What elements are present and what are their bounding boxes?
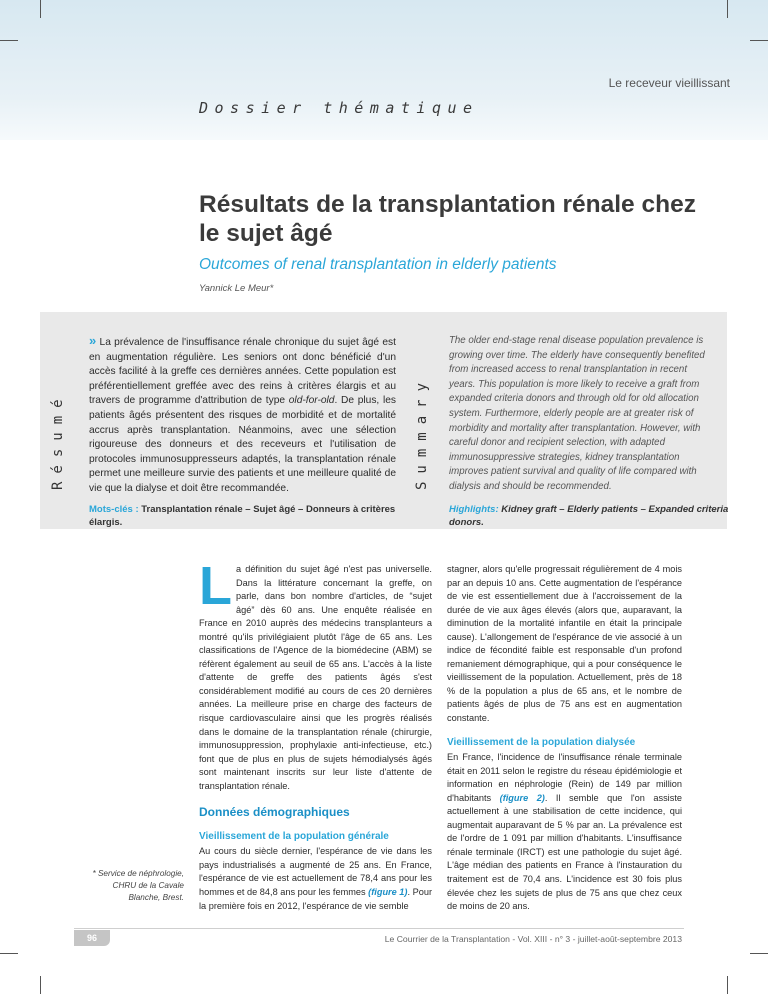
keywords-french (89, 503, 409, 529)
dossier-label: Dossier thématique (199, 99, 479, 117)
crop-mark (0, 953, 18, 954)
article-subtitle: Outcomes of renal transplantation in elderly patients (199, 256, 557, 273)
drop-cap: L (199, 556, 232, 616)
author-footnote: * Service de néphrologie, CHRU de la Cavale Blanche, Brest. (92, 869, 184, 902)
abstract-french (89, 334, 396, 497)
dialysis-population-paragraph (447, 751, 682, 914)
figure-1-link[interactable]: (figure 1) (368, 887, 408, 898)
page-number: 96 (74, 930, 110, 946)
journal-citation: Le Courrier de la Transplantation - Vol. XIII - n° 3 - juillet-août-septembre 2013 (384, 934, 682, 944)
figure-2-link[interactable]: (figure 2) (499, 792, 545, 803)
crop-mark (40, 976, 41, 994)
crop-mark (727, 0, 728, 18)
crop-mark (750, 953, 768, 954)
general-population-text-2: . Pour la première fois en 2012, l'espérance de vie semble (199, 887, 433, 911)
body-column-1 (199, 556, 433, 913)
crop-mark (727, 976, 728, 994)
keywords-fr-text: Transplantation rénale – Sujet âgé – Donneurs à critères élargis. (89, 504, 396, 528)
dialysis-population-text-1: En France, l'incidence de l'insuffisance rénale terminale était en 2011 selon le registre du réseau épidémiologie et information en néphrologie (Rein) de 149 par million d'habitants (447, 752, 682, 803)
dialysis-population-text-2: . Il semble que l'on assiste actuellement à une stabilisation de cette incidence, qui augmentait auparavant de 5 % par an. La prévalence est de l'ordre de 1 091 par million d'habitants. L'insuffisance rénale terminale (IRCT) est une pathologie du sujet âgé. L'âge médian des patients en France à l'instauration du traitement est de 70,4 ans. L'incidence est 30 fois plus élevée chez les sujets de plus de 75 ans que chez ceux de moins de 20 ans. (447, 792, 682, 912)
crop-mark (40, 0, 41, 18)
article-title: Résultats de la transplantation rénale chez le sujet âgé (199, 191, 696, 247)
resume-label: Résumé (50, 391, 66, 490)
crop-mark (750, 40, 768, 41)
keywords-en-label: Highlights: (449, 504, 502, 515)
summary-label: Summary (414, 374, 430, 490)
intro-paragraph: a définition du sujet âgé n'est pas universelle. Dans la littérature concernant la greffe, on parle, dans bon nombre d'articles, de “sujet âgé” dès 60 ans. Une enquête réalisée en France en 2010 auprès des médecins transplanteurs a montré qu'ils privilégiaient plutôt l'âge de 65 ans. Les classifications de l'Agence de la biomédecine (ABM) se réfèrent également au seuil de 65 ans. L'accès à la liste d'attente de greffe des patients âgés s'est considérablement modifié au cours de ces 20 dernières années. La meilleure prise en charge des facteurs de risque cardiovasculaire ainsi que les progrès réalisés dans le domaine de la transplantation rénale (chirurgie, immunosuppression, prophylaxie anti-infectieuse, etc.) font que de plus en plus de sujets hémodialysés âgés sont maintenant inscrits sur leur liste d'attente de transplantation rénale. (199, 564, 432, 791)
abstract-english: The older end-stage renal disease population prevalence is growing over time. The elderly have consequently benefited from increased access to renal transplantation in recent years. This population is more likely to receive a graft from expanded criteria donors and through old for old allocation system. Furthermore, elderly people are at greater risk of morbidity and mortality after transplantation. However, with careful donor and recipient selection, with adapted immunosuppressive strategies, kidney transplantation improves patient survival and quality of life compared with dialysis and should be recommended. (449, 335, 705, 492)
keywords-fr-label: Mots-clés : (89, 504, 142, 515)
abstract-fr-text-1: La prévalence de l'insuffisance rénale chronique du sujet âgé est en augmentation régulière. Les seniors ont donc bénéficié d'un accès facilité à la greffe ces dernières années. Cette population est préférentiellement greffée avec des reins à critères élargis et au travers de programme d'attribution de type (89, 337, 396, 407)
article-author: Yannick Le Meur* (199, 283, 274, 294)
general-population-continued: stagner, alors qu'elle progressait régulièrement de 4 mois par an depuis 10 ans. Cette augmentation de l'espérance de vie est essentiellement due à l'accroissement de la durée de vie aux âges élevés (alors que, auparavant, la diminution de la mortalité infantile en était la principale cause). L'allongement de l'espérance de vie associé à un indice de fécondité faible est responsable d'un profond remaniement démographique, qui a pour conséquence le vieillissement de la population. Actuellement, près de 18 % de la population a plus de 65 ans, et le nombre de patients âgés de plus de 75 ans est en augmentation constante. (447, 564, 682, 724)
abstract-fr-italic: old-for-old (288, 395, 335, 407)
heading-dialysis-population: Vieillissement de la population dialysée (447, 736, 636, 748)
footer-divider (74, 928, 684, 929)
quote-mark: » (89, 333, 97, 348)
keywords-en-text: Kidney graft – Elderly patients – Expanded criteria donors. (449, 504, 729, 528)
header-band (0, 0, 768, 140)
abstract-fr-text-2: . De plus, les patients âgés présentent des risques de morbidité et de mortalité accrus après transplantation. Néanmoins, avec une sélection rigoureuse des donneurs et des receveurs et l'utilisation de protocoles immunosuppresseurs adaptés, la transplantation rénale permet une meilleure survie des patients et une meilleure qualité de vie que la dialyse et doit être recommandée. (89, 395, 396, 494)
section-label: Le receveur vieillissant (608, 76, 730, 90)
keywords-english (449, 503, 729, 529)
general-population-paragraph (199, 845, 432, 913)
body-column-2 (447, 563, 682, 914)
heading-general-population: Vieillissement de la population générale (199, 830, 389, 842)
heading-demographics: Données démographiques (199, 805, 350, 820)
crop-mark (0, 40, 18, 41)
general-population-text-1: Au cours du siècle dernier, l'espérance de vie dans les pays industrialisés a augmenté de 25 ans. En France, l'espérance de vie est actuellement de 78,4 ans pour les hommes et de 84,8 ans pour les femmes (199, 846, 432, 898)
